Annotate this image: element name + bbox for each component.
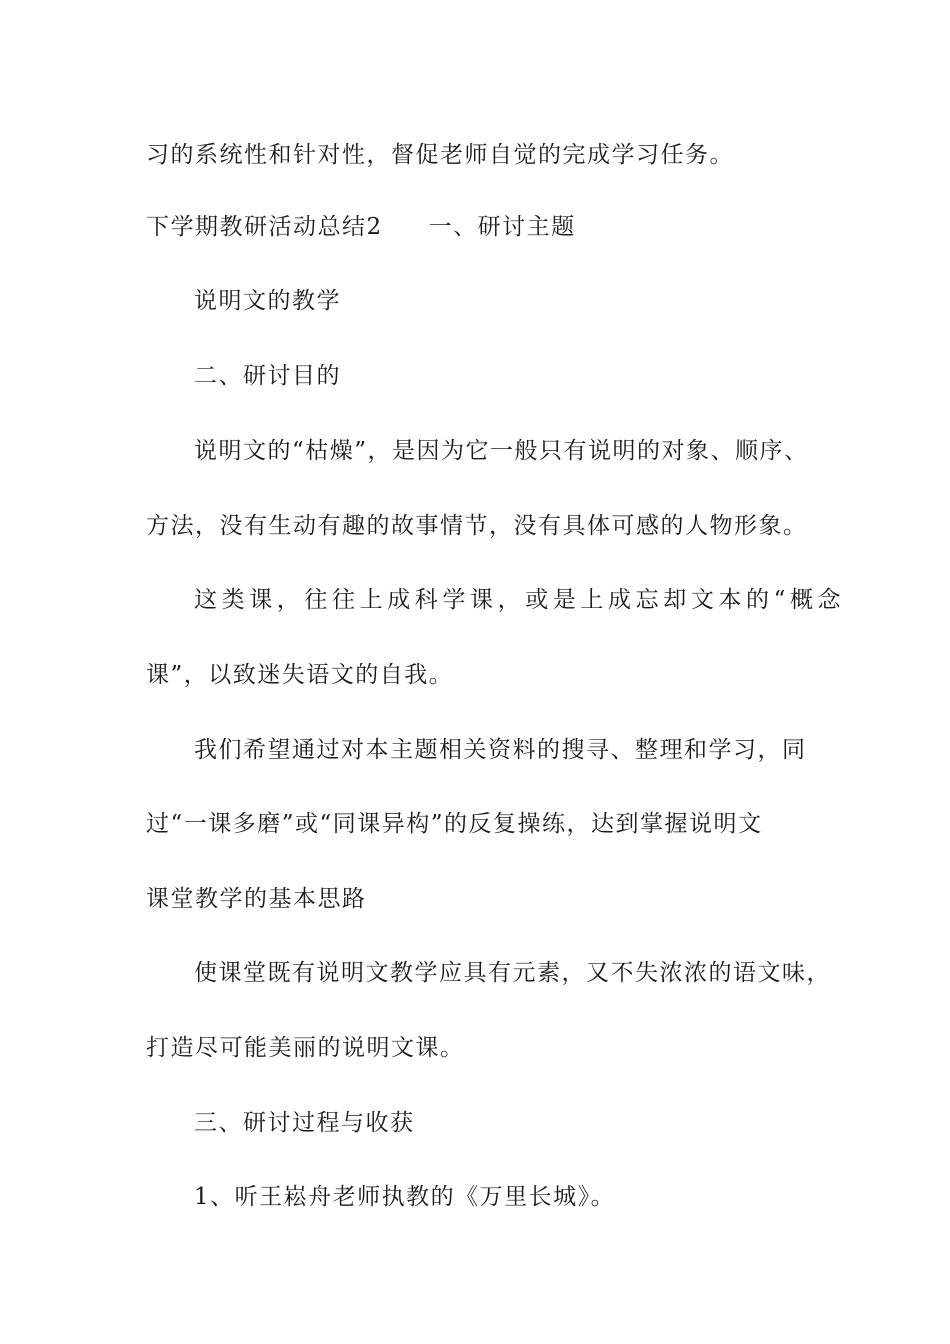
- paragraph-line: 习的系统性和针对性，督促老师自觉的完成学习任务。: [146, 142, 734, 168]
- paragraph-line: 打造尽可能美丽的说明文课。: [146, 1035, 465, 1061]
- section-heading: 一、研讨主题: [428, 214, 576, 240]
- paragraph-line: 说明文的“枯燥”，是因为它一般只有说明的对象、顺序、: [194, 438, 809, 464]
- document-title: 下学期教研活动总结2: [146, 214, 383, 240]
- section-title-line: [146, 212, 576, 242]
- paragraph-line: 使课堂既有说明文教学应具有元素，又不失浓浓的语文味，: [194, 960, 831, 986]
- section-heading: 三、研讨过程与收获: [194, 1110, 415, 1136]
- paragraph-line: 课”，以致迷失语文的自我。: [146, 662, 454, 688]
- paragraph-line: 我们希望通过对本主题相关资料的搜寻、整理和学习，同: [194, 737, 807, 763]
- paragraph-line: 这类课，往往上成科学课，或是上成忘却文本的“概念: [194, 587, 846, 613]
- paragraph-line: 过“一课多磨”或“同课异构”的反复操练，达到掌握说明文: [146, 811, 763, 837]
- paragraph-line: 方法，没有生动有趣的故事情节，没有具体可感的人物形象。: [146, 513, 808, 539]
- section-heading: 二、研讨目的: [194, 363, 341, 389]
- paragraph-line: 课堂教学的基本思路: [146, 886, 367, 912]
- paragraph-line: 说明文的教学: [194, 288, 341, 314]
- list-item: 1、听王崧舟老师执教的《万里长城》。: [194, 1184, 616, 1210]
